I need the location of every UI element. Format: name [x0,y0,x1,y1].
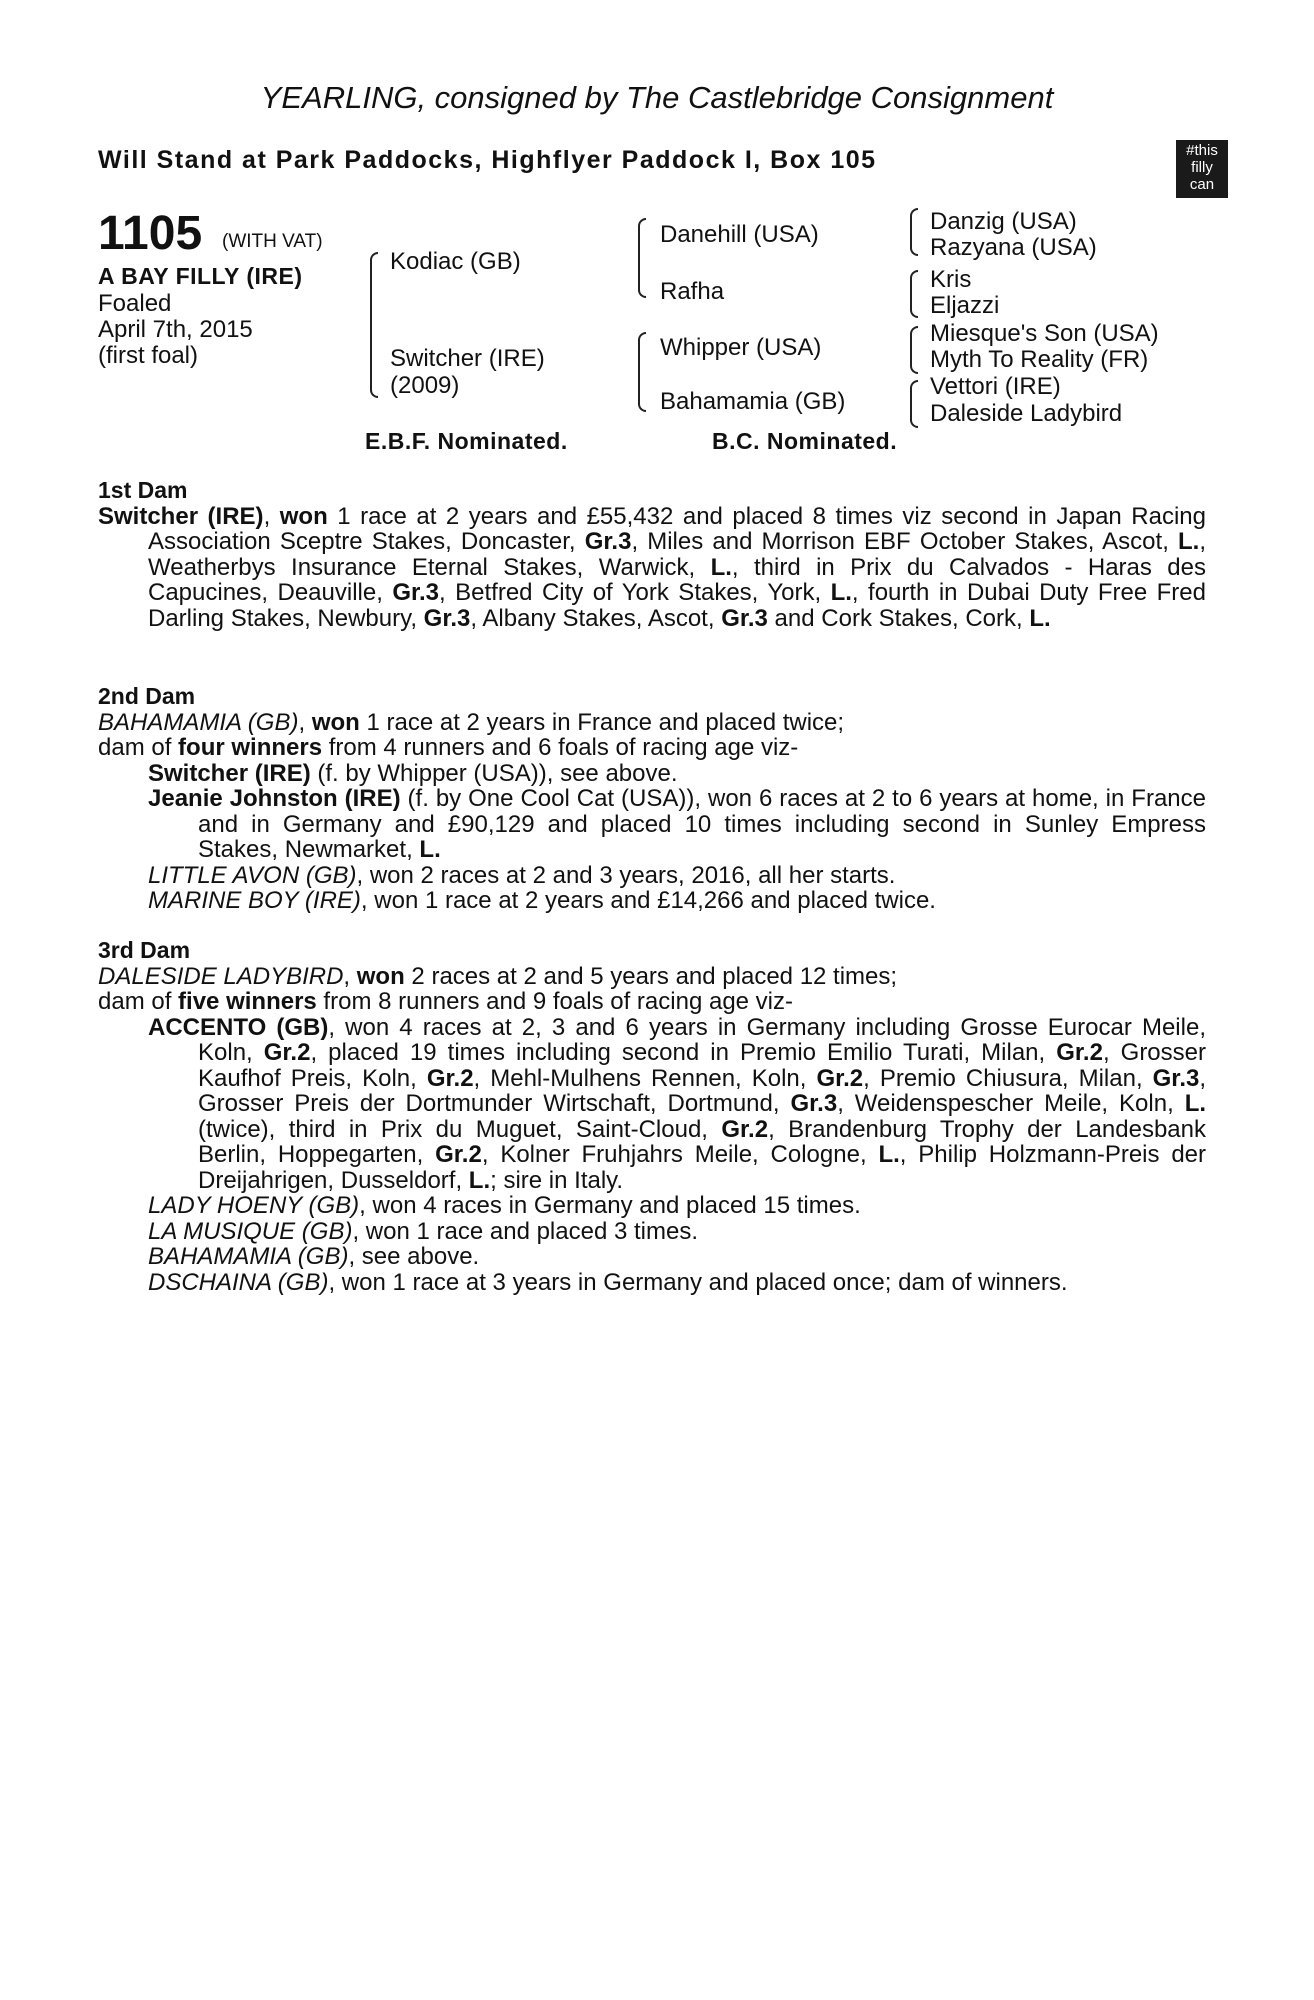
foaled-label: Foaled [98,290,172,317]
pedigree-brace [638,218,646,298]
list-item: ACCENTO (GB), won 4 races at 2, 3 and 6 years in Germany including Grosse Eurocar Meile, Koln, Gr.2, placed 19 times including second in Premio Emilio Turati, Milan, Gr.2, Grosser Kaufhof Preis, Koln, Gr.2, Mehl-Mulhens Rennen, Koln, Gr.2, Premio Chiusura, Milan, Gr.3, Grosser Preis der Dortmunder Wirtschaft, Dortmund, Gr.3, Weidenspescher Meile, Koln, L. (twice), third in Prix du Muguet, Saint-Cloud, Gr.2, Brandenburg Trophy der Landesbank Berlin, Hoppegarten, Gr.2, Kolner Fruhjahrs Meile, Cologne, L., Philip Holzmann-Preis der Dreijahrigen, Dusseldorf, L.; sire in Italy. [148,1013,1207,1194]
pedigree-g6: Myth To Reality (FR) [930,346,1149,373]
pedigree-g2: Razyana (USA) [930,234,1097,261]
pedigree-brace [910,380,918,428]
bc-nomination: B.C. Nominated. [712,428,898,454]
foaled-date: April 7th, 2015 [98,316,253,343]
list-item: LITTLE AVON (GB), won 2 races at 2 and 3 years, 2016, all her starts. [148,861,896,889]
pedigree-dam-year: (2009) [390,372,460,399]
pedigree-sire: Kodiac (GB) [390,248,521,275]
list-item: Jeanie Johnston (IRE) (f. by One Cool Cat (USA)), won 6 races at 2 to 6 years at home, in France and in Germany and £90,129 and placed 10 times including second in Sunley Empress Stakes, Newmarket, L. [148,785,1206,863]
catalogue-heading: YEARLING, consigned by The Castlebridge Consignment [260,80,1054,115]
third-dam-heading: 3rd Dam [98,937,191,963]
first-dam-heading: 1st Dam [98,477,188,503]
pedigree-brace [910,208,918,256]
pedigree-brace [910,326,918,374]
list-item: LA MUSIQUE (GB), won 1 race and placed 3 times. [148,1217,698,1245]
pedigree-g3: Kris [930,266,972,293]
horse-name: A BAY FILLY (IRE) [98,263,303,289]
pedigree-g5: Miesque's Son (USA) [930,320,1159,347]
pedigree-g8: Daleside Ladybird [930,400,1123,427]
list-item: DSCHAINA (GB), won 1 race at 3 years in Germany and placed once; dam of winners. [148,1268,1068,1296]
vat-label: (WITH VAT) [222,231,323,252]
list-item: LADY HOENY (GB), won 4 races in Germany and placed 15 times. [148,1192,861,1219]
pedigree-g1: Danzig (USA) [930,208,1077,235]
pedigree-g4: Eljazzi [930,292,1000,319]
pedigree-brace [910,270,918,318]
pedigree-dam-dam: Bahamamia (GB) [660,388,846,415]
pedigree-dam: Switcher (IRE) [390,345,545,372]
ebf-nomination: E.B.F. Nominated. [365,428,568,454]
foal-note: (first foal) [98,342,199,369]
list-item: MARINE BOY (IRE), won 1 race at 2 years and £14,266 and placed twice. [148,887,936,914]
second-dam-heading: 2nd Dam [98,683,196,709]
lot-number: 1105 [98,207,203,260]
first-dam-section [98,478,1206,631]
pedigree-sire-sire: Danehill (USA) [660,221,819,248]
pedigree-dam-sire: Whipper (USA) [660,334,822,361]
pedigree-brace [638,332,646,412]
third-dam-record: DALESIDE LADYBIRD, won 2 races at 2 and 5 years and placed 12 times; [98,962,898,990]
this-filly-can-logo: #this filly can [1176,140,1228,198]
pedigree-brace [370,252,378,398]
stand-location: Will Stand at Park Paddocks, Highflyer Paddock I, Box 105 [98,146,877,174]
pedigree-g7: Vettori (IRE) [930,373,1061,400]
first-dam-record: Switcher (IRE), won 1 race at 2 years and £55,432 and placed 8 times viz second in Japan Racing Association Sceptre Stakes, Doncaster, Gr.3, Miles and Morrison EBF October Stakes, Ascot, L., Weatherbys Insurance Eternal Stakes, Warwick, L., third in Prix du Calvados - Haras des Capucines, Deauville, Gr.3, Betfred City of York Stakes, York, L., fourth in Dubai Duty Free Fred Darling Stakes, Newbury, Gr.3, Albany Stakes, Ascot, Gr.3 and Cork Stakes, Cork, L. [98,502,1206,632]
pedigree-sire-dam: Rafha [660,278,725,305]
third-dam-produce-summary: dam of five winners from 8 runners and 9 foals of racing age viz- [98,988,794,1015]
list-item: Switcher (IRE) (f. by Whipper (USA)), see above. [148,759,678,787]
third-dam-section [98,938,1206,1295]
second-dam-record: BAHAMAMIA (GB), won 1 race at 2 years in France and placed twice; [98,708,845,736]
list-item: BAHAMAMIA (GB), see above. [148,1243,480,1270]
second-dam-section [98,684,1206,914]
second-dam-produce-summary: dam of four winners from 4 runners and 6 foals of racing age viz- [98,734,799,761]
